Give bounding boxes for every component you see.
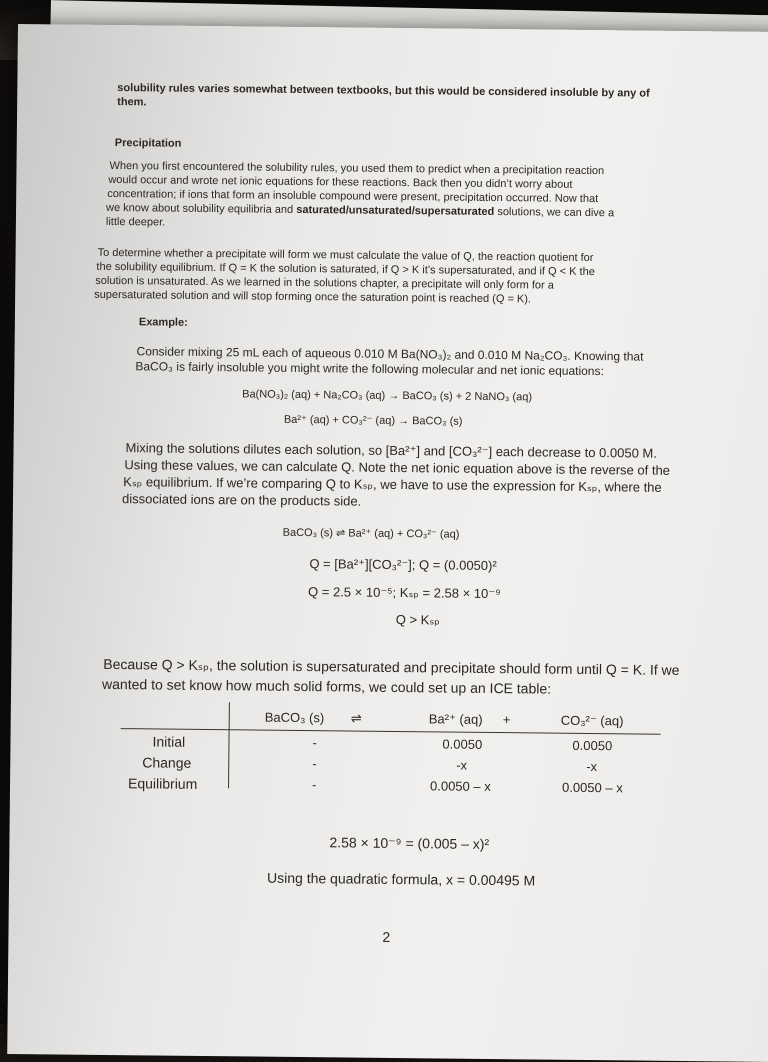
solve-equation: 2.58 × 10⁻⁹ = (0.005 – x)² [329, 834, 490, 852]
page-number: 2 [382, 928, 391, 945]
because-line-2: wanted to set know how much solid forms, we could set up an ICE table: [102, 675, 552, 697]
ice-cell-co3: 0.0050 [572, 737, 613, 754]
para1-line-4-pre: we know about solubility equilibria and [106, 201, 297, 216]
ice-cell-co3: 0.0050 – x [561, 779, 623, 796]
saturation-terms: saturated/unsaturated/supersaturated [296, 203, 495, 218]
q-compare: Q > Kₛₚ [395, 611, 440, 628]
net-ionic-equation: Ba²⁺ (aq) + CO₃²⁻ (aq) → BaCO₃ (s) [283, 413, 463, 428]
para1-line-4-post: solutions, we can dive a [494, 205, 615, 220]
mixing-line-4: dissociated ions are on the products side. [121, 491, 362, 509]
para2-line-3: solution is unsaturated. As we learned in the solutions chapter, a precipitate will only form for a [95, 274, 554, 292]
dissociation-equation: BaCO₃ (s) ⇌ Ba²⁺ (aq) + CO₃²⁻ (aq) [282, 526, 460, 541]
ice-header-co3: CO₃²⁻ (aq) [560, 712, 624, 729]
q-value: Q = 2.5 × 10⁻⁵; Kₛₚ = 2.58 × 10⁻⁹ [307, 584, 501, 602]
intro-line-2: them. [117, 96, 147, 109]
paper-page [7, 24, 768, 1062]
ice-cell-solid: - [312, 735, 317, 751]
ice-header-plus: + [502, 712, 511, 728]
mixing-line-1: Mixing the solutions dilutes each solution, so [Ba²⁺] and [CO₃²⁻] each decrease to 0.0050 M. [125, 440, 657, 461]
mixing-line-2: Using these values, we can calculate Q. Note the net ionic equation above is the reverse of the [124, 457, 671, 478]
molecular-equation: Ba(NO₃)₂ (aq) + Na₂CO₃ (aq) → BaCO₃ (s) + 2 NaNO₃ (aq) [242, 388, 533, 404]
ice-row-label: Initial [152, 733, 186, 750]
ice-header-solid: BaCO₃ (s) [264, 709, 325, 726]
para1-line-1: When you first encountered the solubility rules, you used them to predict when a precipitation reaction [109, 159, 605, 178]
ice-header-ba: Ba²⁺ (aq) [428, 711, 483, 727]
ice-label-rule [228, 702, 230, 788]
ice-cell-solid: - [311, 777, 317, 793]
intro-line-1: solubility rules varies somewhat between textbooks, but this would be considered insoluble by any of [117, 82, 650, 100]
mixing-line-3: Kₛₚ equilibrium. If we’re comparing Q to Kₛₚ, we have to use the expression for Kₛₚ, where the [123, 474, 662, 495]
example-label: Example: [138, 316, 188, 329]
para1-line-2: would occur and wrote net ionic equations for these reactions. Back then you didn’t worry about [108, 173, 573, 191]
para1-line-5: little deeper. [105, 215, 166, 229]
ice-row-label: Equilibrium [127, 775, 198, 792]
q-expression: Q = [Ba²⁺][CO₃²⁻]; Q = (0.0050)² [309, 556, 497, 574]
ice-cell-co3: -x [586, 758, 598, 775]
example-intro-line-1: Consider mixing 25 mL each of aqueous 0.010 M Ba(NO₃)₂ and 0.010 M Na₂CO₃. Knowing that [136, 344, 644, 364]
example-intro-line-2: BaCO₃ is fairly insoluble you might write the following molecular and net ionic equations: [135, 359, 604, 379]
ice-cell-solid: - [312, 756, 317, 772]
section-heading: Precipitation [114, 137, 182, 150]
para2-line-4: supersaturated solution and will stop forming once the saturation point is reached (Q = K). [94, 288, 532, 306]
para2-line-2: the solubility equilibrium. If Q = K the solution is saturated, if Q > K it’s supersaturated, and if Q < K the [96, 260, 595, 279]
ice-cell-ba: 0.0050 [442, 736, 483, 752]
ice-cell-ba: -x [456, 757, 468, 773]
ice-header-arrow: ⇌ [350, 710, 362, 726]
para1-line-4 [106, 203, 614, 219]
para1-line-3: concentration; if ions that form an insoluble compound were present, precipitation occurred. Now that [107, 187, 599, 206]
because-line-1: Because Q > Kₛₚ, the solution is supersaturated and precipitate should form until Q = K. If we [103, 655, 680, 678]
para2-line-1: To determine whether a precipitate will form we must calculate the value of Q, the reaction quotient for [97, 246, 594, 265]
quadratic-result: Using the quadratic formula, x = 0.00495 M [266, 869, 536, 889]
ice-row-label: Change [142, 754, 192, 771]
ice-header-rule [121, 728, 661, 735]
ice-cell-ba: 0.0050 – x [429, 778, 491, 794]
